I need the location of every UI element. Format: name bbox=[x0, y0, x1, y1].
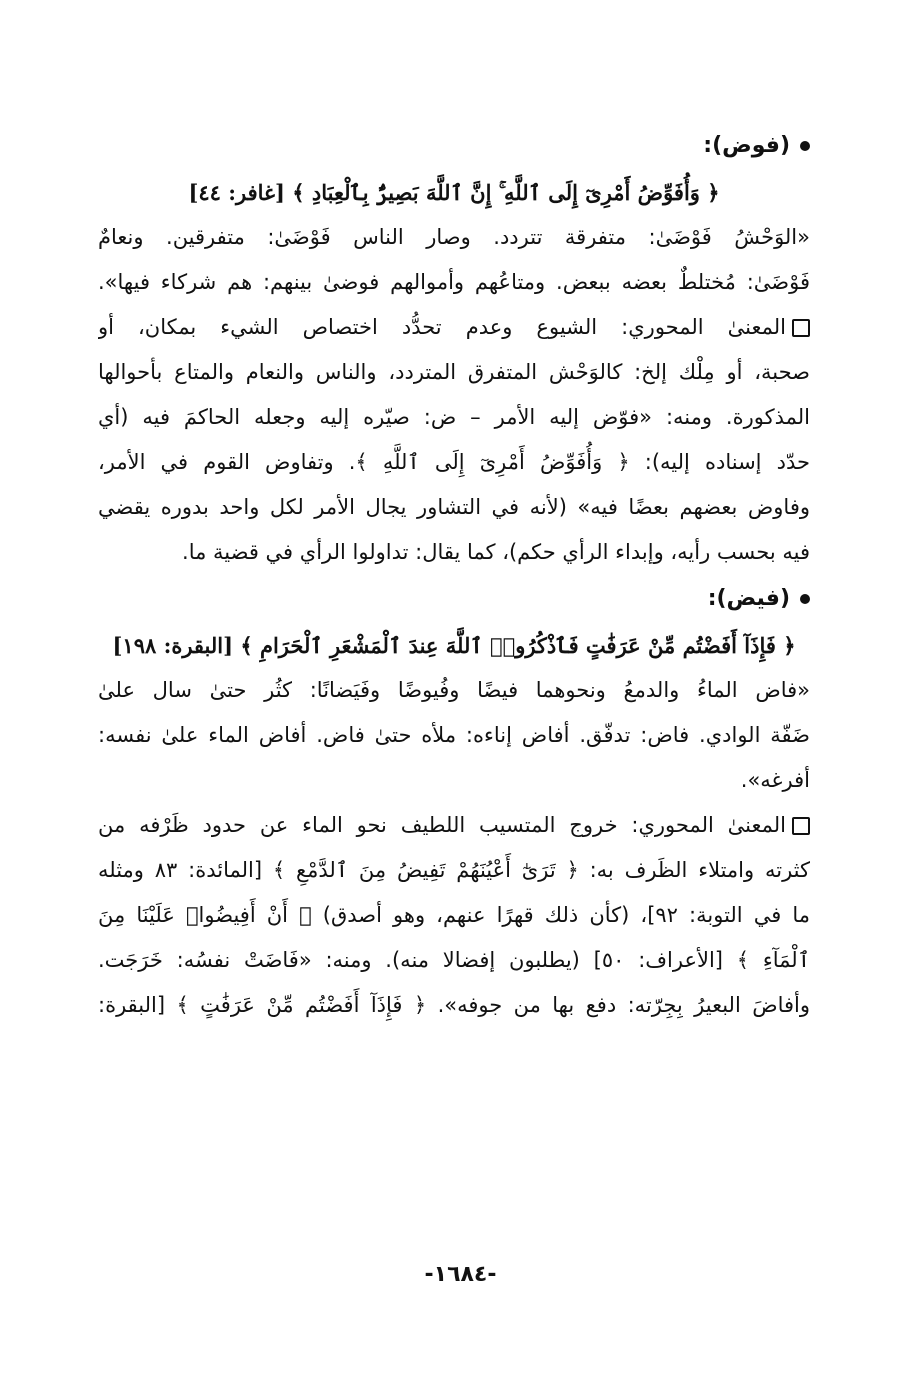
text-line: فيه بحسب رأيه، وإبداء الرأي حكم)، كما يقال: تداولوا الرأي في قضية ما. bbox=[182, 540, 810, 564]
text-line: وأفاضَ البعيرُ بِجِرّته: دفع بها من جوفه». ﴿ فَإِذَآ أَفَضْتُم مِّنْ عَرَفَٰتٍ ﴾ [البقرة: bbox=[98, 993, 810, 1017]
text-line-content: المعنىٰ المحوري: الشيوع وعدم تحدُّد اختصاص الشيء بمكان، أو bbox=[98, 315, 786, 339]
text-line: فَوْضَىٰ: مُختلطٌ بعضه ببعض. ومتاعُهم وأموالهم فوضىٰ بينهم: هم شركاء فيها». bbox=[98, 270, 810, 294]
entry-heading-text: (فوض): bbox=[703, 133, 790, 158]
text-line: المذكورة. ومنه: «فوّض إليه الأمر – ض: صيّره إليه وجعله الحاكمَ فيه (أي bbox=[98, 405, 810, 429]
bullet-icon bbox=[800, 141, 810, 151]
verse-line: ﴿ وَأُفَوِّضُ أَمْرِىٓ إِلَى ٱللَّهِ ۚ إِنَّ ٱللَّهَ بَصِيرٌۢ بِٱلْعِبَادِ ﴾ [غافر: ٤٤] bbox=[188, 180, 720, 205]
text-line: ٱلْمَآءِ ﴾ [الأعراف: ٥٠] (يطلبون إفضالا منه). ومنه: «فَاضَتْ نفسُه: خَرَجَت. bbox=[98, 948, 810, 972]
page-number: -١٦٨٤- bbox=[424, 1262, 497, 1287]
text-line: صحبة، أو مِلْك إلخ: كالوَحْش المتفرق المتردد، والناس والنعام والمتاع بأحوالها bbox=[98, 360, 810, 384]
entry-heading-fayd bbox=[98, 575, 810, 623]
text-line: ما في التوبة: ٩٢]، (كأن ذلك قهرًا عنهم، وهو أصدق) ﴿ أَنْ أَفِيضُوا۟ عَلَيْنَا مِنَ bbox=[98, 903, 810, 927]
bullet-icon bbox=[800, 594, 810, 604]
entry-heading-text: (فيض): bbox=[707, 586, 790, 611]
text-line-with-marker bbox=[98, 305, 810, 350]
text-line-content: المعنىٰ المحوري: خروج المتسيب اللطيف نحو الماء عن حدود ظَرْفه من bbox=[98, 813, 786, 837]
text-line: «الوَحْشُ فَوْضَىٰ: متفرقة تتردد. وصار الناس فَوْضَىٰ: متفرقين. ونعامٌ bbox=[98, 225, 810, 249]
square-marker-icon bbox=[792, 319, 810, 337]
verse-line: ﴿ فَإِذَآ أَفَضْتُم مِّنْ عَرَفَٰتٍ فَٱذْكُرُوا۟ ٱللَّهَ عِندَ ٱلْمَشْعَرِ ٱلْحَرَامِ ﴾ [البقرة: ١٩٨] bbox=[112, 633, 796, 658]
entry-heading-fawd bbox=[98, 122, 810, 170]
text-line: أفرغه». bbox=[740, 768, 810, 792]
text-line: وفاوض بعضهم بعضًا فيه» (لأنه في التشاور يجال الأمر لكل واحد بدوره يقضي bbox=[98, 495, 810, 519]
text-line: حدّد إسناده إليه): ﴿ وَأُفَوِّضُ أَمْرِىٓ إِلَى ٱللَّهِ ﴾. وتفاوض القوم في الأمر، bbox=[98, 450, 810, 474]
square-marker-icon bbox=[792, 817, 810, 835]
text-line: «فاض الماءُ والدمعُ ونحوهما فيضًا وفُيوضًا وفَيَضانًا: كثُر حتىٰ سال علىٰ bbox=[98, 678, 810, 702]
page-body bbox=[98, 122, 810, 1028]
text-line-with-marker bbox=[98, 803, 810, 848]
text-line: كثرته وامتلاء الظَرف به: ﴿ تَرَىٰٓ أَعْيُنَهُمْ تَفِيضُ مِنَ ٱلدَّمْعِ ﴾ [المائدة: ٨٣ ومثله bbox=[98, 858, 810, 882]
text-line: ضَفّة الوادي. فاض: تدفّق. أفاض إناءه: ملأه حتىٰ فاض. أفاض الماء علىٰ نفسه: bbox=[98, 723, 810, 747]
